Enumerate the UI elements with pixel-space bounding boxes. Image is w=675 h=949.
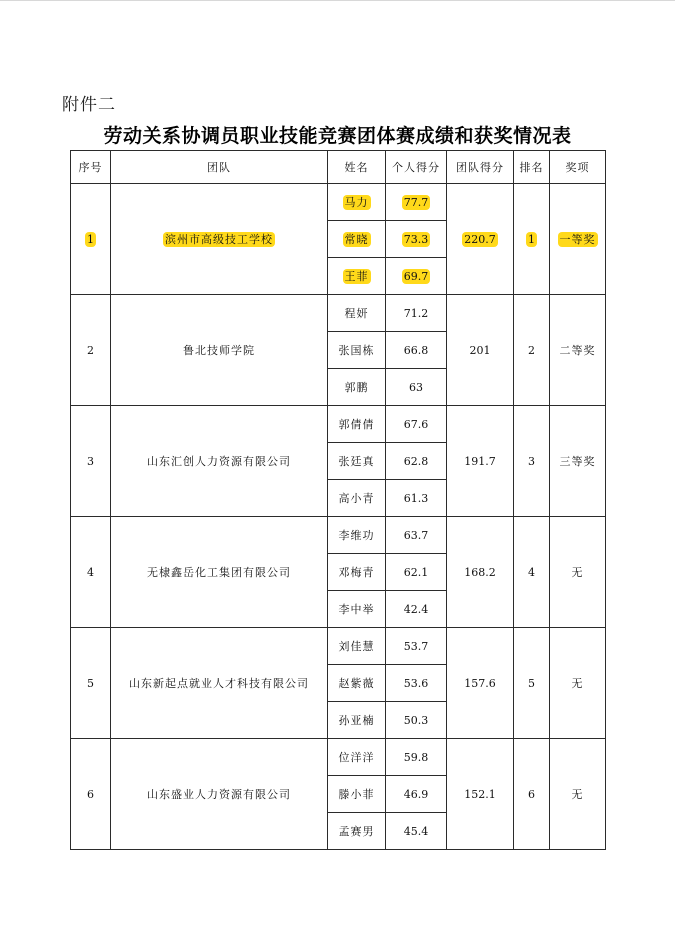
cell-member-score — [386, 406, 447, 443]
header-team-score: 团队得分 — [447, 151, 514, 184]
table-row — [71, 739, 606, 776]
cell-member-score — [386, 332, 447, 369]
cell-member-score-text: 45.4 — [403, 824, 429, 838]
cell-seq-text: 1 — [87, 232, 94, 246]
cell-member-score — [386, 702, 447, 739]
cell-member-score — [386, 591, 447, 628]
cell-team — [111, 517, 328, 628]
cell-member-name-text: 常晓 — [344, 233, 369, 246]
cell-rank-text: 4 — [528, 565, 535, 579]
cell-member-name-text: 郭鹏 — [344, 381, 369, 394]
cell-member-name-text: 张国栋 — [338, 344, 375, 357]
cell-team-text: 山东盛业人力资源有限公司 — [147, 788, 291, 801]
cell-rank-text: 6 — [528, 787, 535, 801]
cell-award — [550, 295, 606, 406]
cell-member-score — [386, 443, 447, 480]
cell-rank — [514, 406, 550, 517]
results-table — [70, 150, 606, 850]
cell-member-score — [386, 221, 447, 258]
cell-member-name-text: 滕小菲 — [338, 788, 375, 801]
cell-member-name-text: 李维功 — [338, 529, 375, 542]
cell-team-score — [447, 739, 514, 850]
cell-rank — [514, 739, 550, 850]
cell-member-score — [386, 184, 447, 221]
cell-award — [550, 184, 606, 295]
header-team: 团队 — [111, 151, 328, 184]
cell-member-name-text: 程妍 — [344, 307, 369, 320]
cell-member-score — [386, 739, 447, 776]
table-row — [71, 406, 606, 443]
cell-member-name-text: 刘佳慧 — [338, 640, 375, 653]
cell-award-text: 三等奖 — [559, 455, 596, 468]
cell-team-text: 无棣鑫岳化工集团有限公司 — [147, 566, 291, 579]
cell-rank-text: 1 — [528, 232, 535, 246]
cell-member-score-text: 71.2 — [403, 306, 429, 320]
table-row — [71, 517, 606, 554]
table-body — [71, 184, 606, 850]
cell-member-name — [328, 184, 386, 221]
cell-team-text: 山东汇创人力资源有限公司 — [147, 455, 291, 468]
cell-team-score-text: 168.2 — [464, 565, 496, 579]
cell-member-score-text: 53.7 — [403, 639, 429, 653]
table-row — [71, 628, 606, 665]
cell-member-name — [328, 739, 386, 776]
cell-team — [111, 295, 328, 406]
document-title: 劳动关系协调员职业技能竞赛团体赛成绩和获奖情况表 — [103, 125, 572, 147]
cell-member-name — [328, 813, 386, 850]
cell-team-score — [447, 184, 514, 295]
cell-member-name-text: 孟赛男 — [338, 825, 375, 838]
cell-team — [111, 406, 328, 517]
header-rank: 排名 — [514, 151, 550, 184]
cell-award-text: 无 — [571, 566, 584, 579]
cell-team-score-text: 220.7 — [464, 232, 496, 246]
cell-member-score — [386, 665, 447, 702]
cell-member-name — [328, 258, 386, 295]
table-row — [71, 295, 606, 332]
table-row — [71, 184, 606, 221]
cell-member-name-text: 赵紫薇 — [338, 677, 375, 690]
cell-member-score — [386, 776, 447, 813]
cell-team-text: 山东新起点就业人才科技有限公司 — [129, 677, 309, 690]
cell-member-name — [328, 221, 386, 258]
cell-rank — [514, 184, 550, 295]
cell-member-score — [386, 813, 447, 850]
cell-member-score-text: 77.7 — [403, 195, 429, 209]
cell-award-text: 一等奖 — [559, 233, 596, 246]
cell-member-score — [386, 517, 447, 554]
cell-seq-text: 5 — [87, 676, 94, 690]
cell-team-score — [447, 628, 514, 739]
cell-award — [550, 628, 606, 739]
header-award: 奖项 — [550, 151, 606, 184]
cell-member-name — [328, 628, 386, 665]
cell-seq-text: 4 — [87, 565, 94, 579]
cell-rank — [514, 628, 550, 739]
cell-team-score — [447, 406, 514, 517]
cell-member-score-text: 67.6 — [403, 417, 429, 431]
header-seq: 序号 — [71, 151, 111, 184]
cell-award — [550, 406, 606, 517]
cell-member-name — [328, 443, 386, 480]
cell-member-score-text: 63.7 — [403, 528, 429, 542]
cell-member-name-text: 李中举 — [338, 603, 375, 616]
cell-rank — [514, 295, 550, 406]
cell-member-score — [386, 480, 447, 517]
cell-member-name — [328, 665, 386, 702]
cell-member-name — [328, 332, 386, 369]
cell-member-name-text: 孙亚楠 — [338, 714, 375, 727]
cell-member-score — [386, 628, 447, 665]
cell-member-name — [328, 369, 386, 406]
header-name: 姓名 — [328, 151, 386, 184]
cell-team-text: 滨州市高级技工学校 — [165, 233, 273, 246]
cell-award-text: 无 — [571, 788, 584, 801]
cell-member-name — [328, 776, 386, 813]
cell-member-name-text: 高小青 — [338, 492, 375, 505]
cell-member-score-text: 46.9 — [403, 787, 429, 801]
cell-rank-text: 3 — [528, 454, 535, 468]
cell-member-name-text: 位洋洋 — [338, 751, 375, 764]
cell-team-score — [447, 295, 514, 406]
cell-rank-text: 2 — [528, 343, 535, 357]
cell-seq — [71, 739, 111, 850]
cell-team-score — [447, 517, 514, 628]
cell-member-score-text: 73.3 — [403, 232, 429, 246]
header-row — [71, 151, 606, 184]
cell-member-name — [328, 406, 386, 443]
cell-member-name-text: 张廷真 — [338, 455, 375, 468]
cell-member-name — [328, 702, 386, 739]
cell-member-score-text: 42.4 — [403, 602, 429, 616]
cell-member-score-text: 66.8 — [403, 343, 429, 357]
cell-seq — [71, 184, 111, 295]
cell-member-name-text: 郭倩倩 — [338, 418, 375, 431]
cell-member-score-text: 53.6 — [403, 676, 429, 690]
cell-member-name — [328, 554, 386, 591]
cell-member-name — [328, 295, 386, 332]
cell-seq-text: 6 — [87, 787, 94, 801]
cell-award — [550, 739, 606, 850]
cell-team-score-text: 152.1 — [464, 787, 496, 801]
cell-rank-text: 5 — [528, 676, 535, 690]
cell-member-name-text: 马力 — [344, 196, 369, 209]
cell-member-score-text: 62.1 — [403, 565, 429, 579]
cell-seq — [71, 406, 111, 517]
cell-member-score — [386, 369, 447, 406]
cell-member-score-text: 61.3 — [403, 491, 429, 505]
cell-seq — [71, 295, 111, 406]
cell-team — [111, 628, 328, 739]
header-personal-score: 个人得分 — [386, 151, 447, 184]
page-top-border — [0, 0, 675, 1]
cell-member-score-text: 69.7 — [403, 269, 429, 283]
cell-team-score-text: 157.6 — [464, 676, 496, 690]
cell-member-name-text: 邓梅青 — [338, 566, 375, 579]
attachment-label: 附件二 — [62, 95, 116, 115]
cell-seq-text: 3 — [87, 454, 94, 468]
cell-seq — [71, 628, 111, 739]
cell-member-score — [386, 554, 447, 591]
cell-seq — [71, 517, 111, 628]
cell-member-score-text: 63 — [409, 380, 423, 394]
cell-award — [550, 517, 606, 628]
cell-team — [111, 739, 328, 850]
cell-team-text: 鲁北技师学院 — [183, 344, 255, 357]
cell-award-text: 无 — [571, 677, 584, 690]
cell-member-score-text: 50.3 — [403, 713, 429, 727]
cell-team-score-text: 191.7 — [464, 454, 496, 468]
cell-award-text: 二等奖 — [559, 344, 596, 357]
cell-rank — [514, 517, 550, 628]
cell-team — [111, 184, 328, 295]
cell-member-name-text: 王菲 — [344, 270, 369, 283]
cell-member-score — [386, 258, 447, 295]
cell-member-score-text: 62.8 — [403, 454, 429, 468]
cell-member-score-text: 59.8 — [403, 750, 429, 764]
cell-member-score — [386, 295, 447, 332]
cell-member-name — [328, 480, 386, 517]
table-header — [71, 151, 606, 184]
cell-seq-text: 2 — [87, 343, 94, 357]
cell-team-score-text: 201 — [469, 343, 491, 357]
cell-member-name — [328, 517, 386, 554]
cell-member-name — [328, 591, 386, 628]
